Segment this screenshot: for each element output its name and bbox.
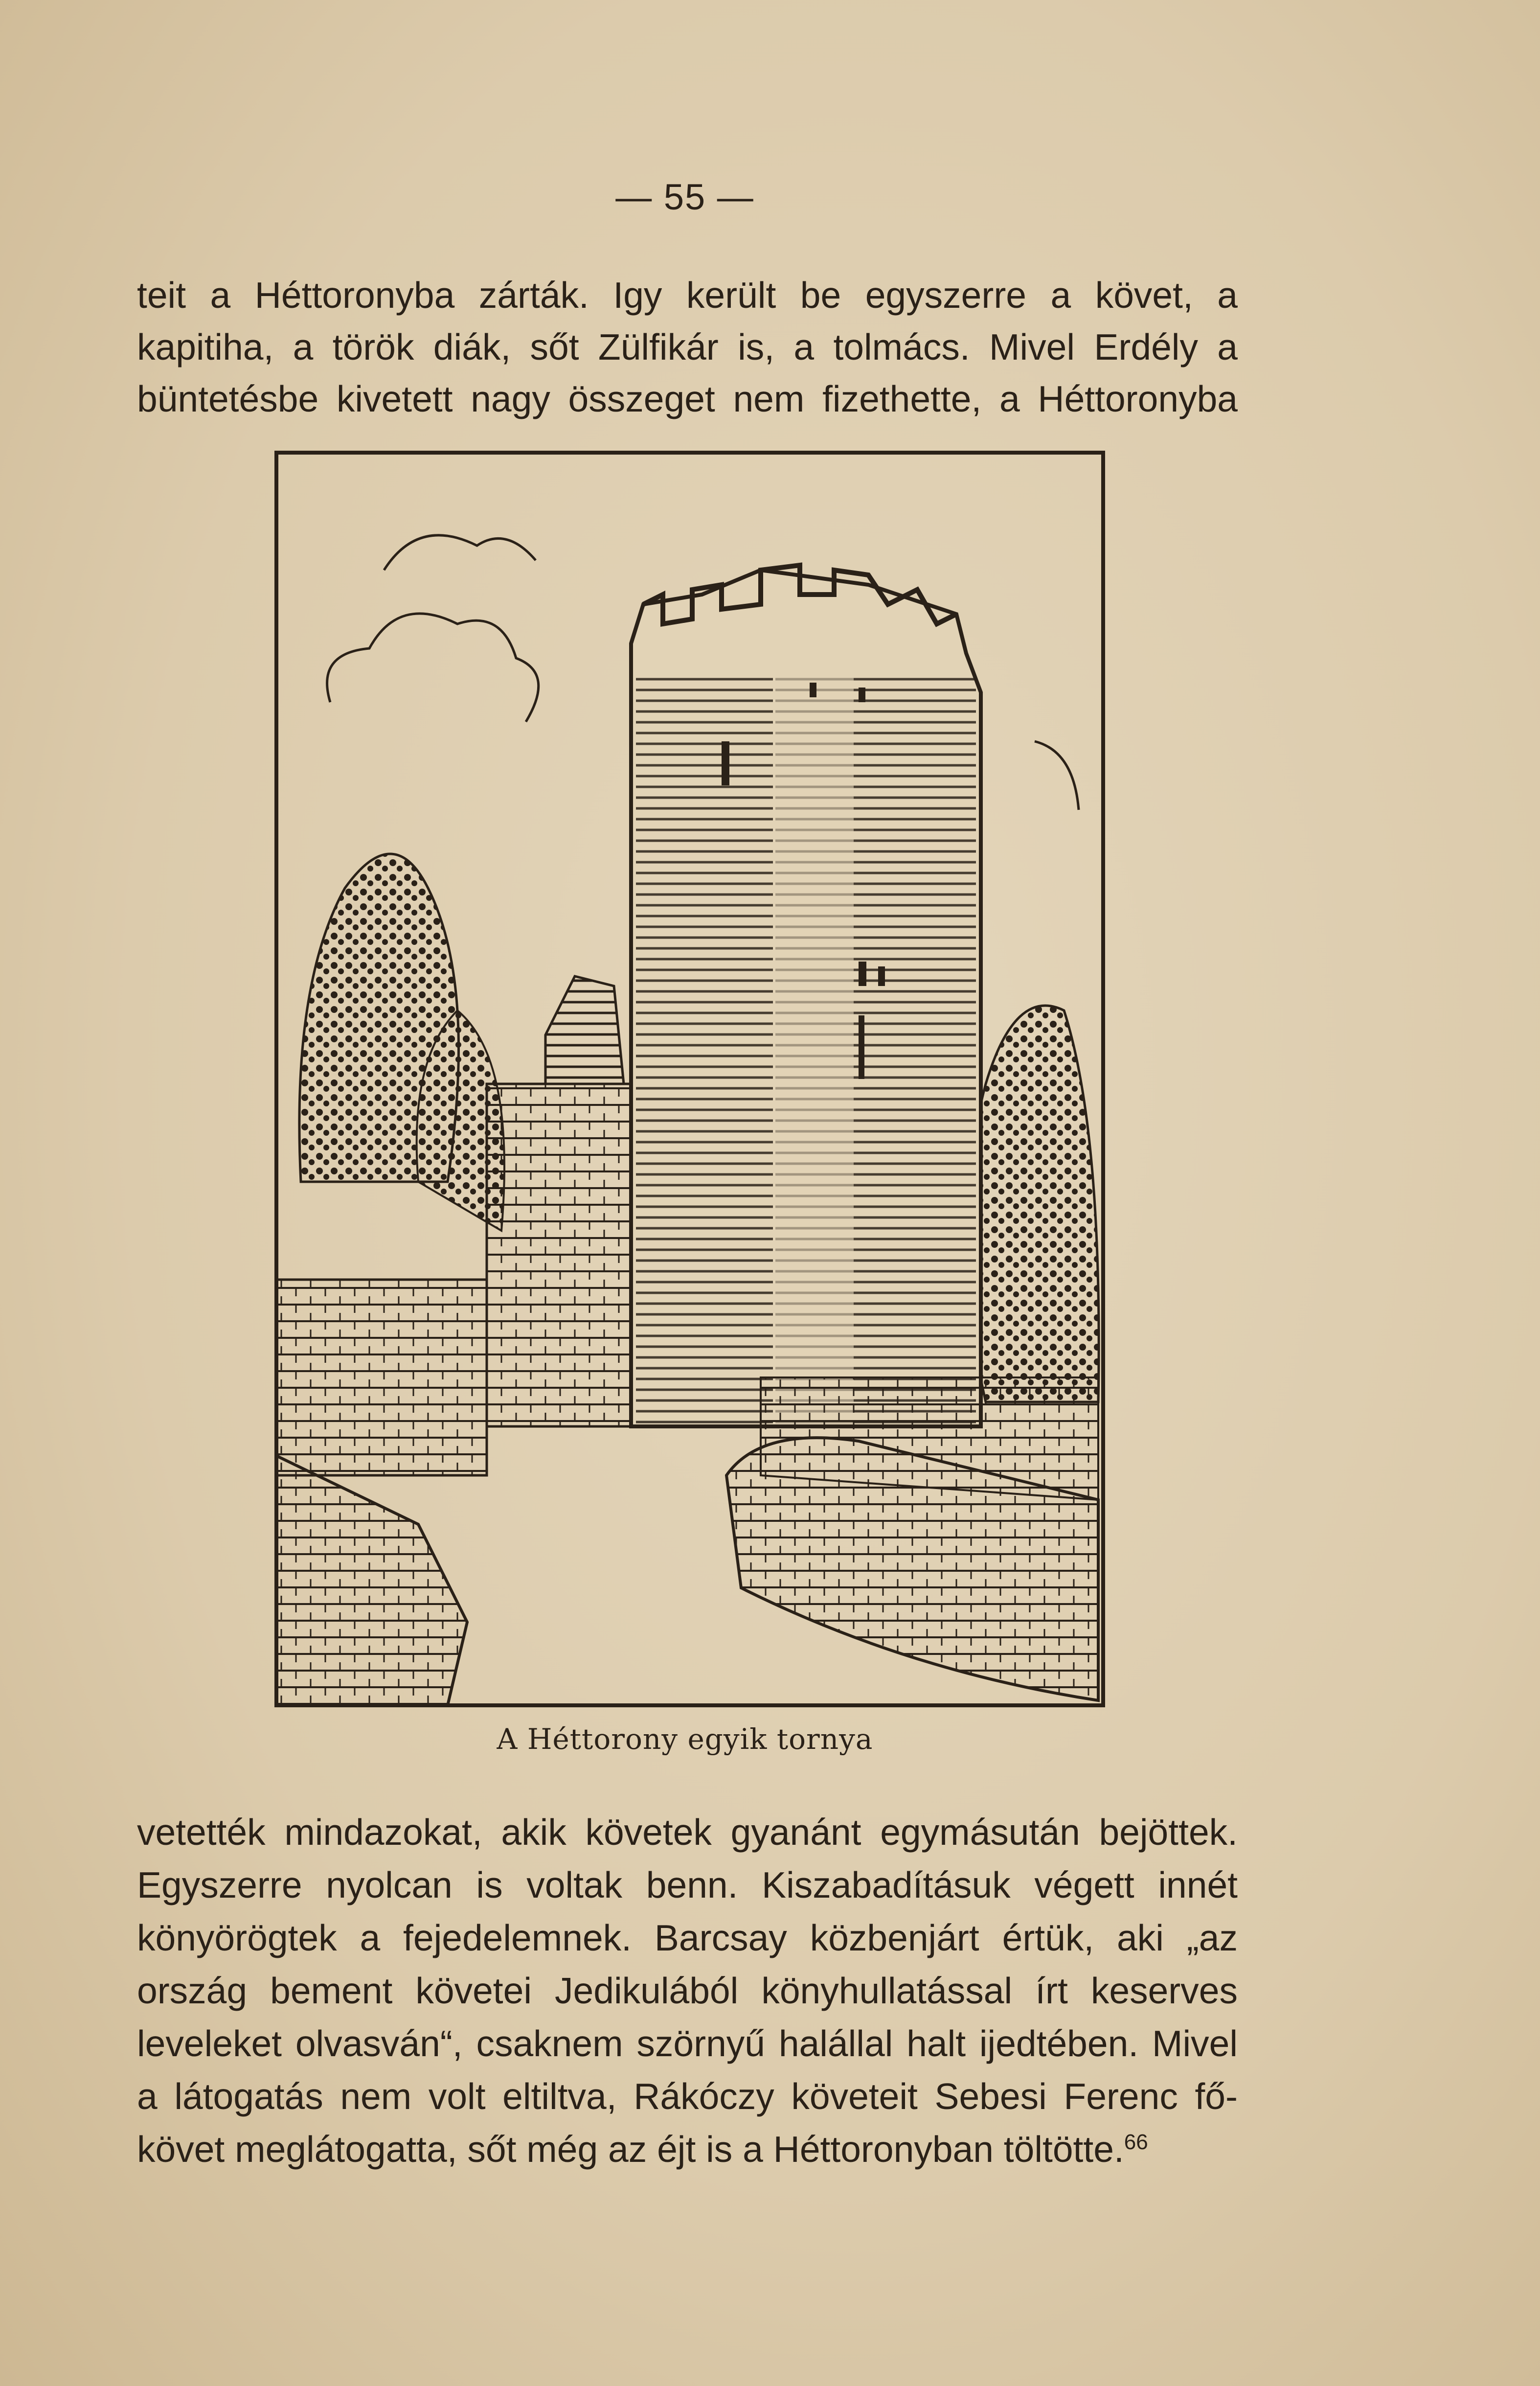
text-line: büntetésbe kivetett nagy összeget nem fizethette, a Héttoronyba [137,378,1238,419]
text-line-last [137,2123,1238,2176]
text-line: vetették mindazokat, akik követek gyanánt egymásután bejöttek. [137,1812,1238,1853]
text-line: könyörögtek a fejedelemnek. Barcsay közbenjárt értük, aki „az [137,1917,1238,1958]
page-number: — 55 — [615,177,754,217]
top-paragraph [137,269,1238,425]
text-line: kapitiha, a török diák, sőt Zülfikár is, a tolmács. Mivel Erdély a [137,326,1238,367]
text-line: a látogatás nem volt eltiltva, Rákóczy követeit Sebesi Ferenc fő- [137,2076,1238,2117]
text-line: ország bement követei Jedikulából könyhullatással írt keserves [137,1970,1238,2011]
figure-caption: A Héttorony egyik tornya [497,1722,873,1756]
text-line: követ meglátogatta, sőt még az éjt is a Héttoronyban töltötte. [137,2129,1124,2170]
text-line: leveleket olvasván“, csaknem szörnyű halállal halt ijedtében. Mivel [137,2023,1238,2064]
tower-illustration [272,448,1108,1710]
footnote-marker[interactable]: 66 [1124,2130,1148,2154]
bottom-paragraph [137,1806,1238,2176]
tower-engraving-icon [272,448,1108,1710]
text-line: teit a Héttoronyba zárták. Igy került be egyszerre a követ, a [137,275,1238,316]
text-line: Egyszerre nyolcan is voltak benn. Kiszabadításuk végett innét [137,1864,1238,1905]
